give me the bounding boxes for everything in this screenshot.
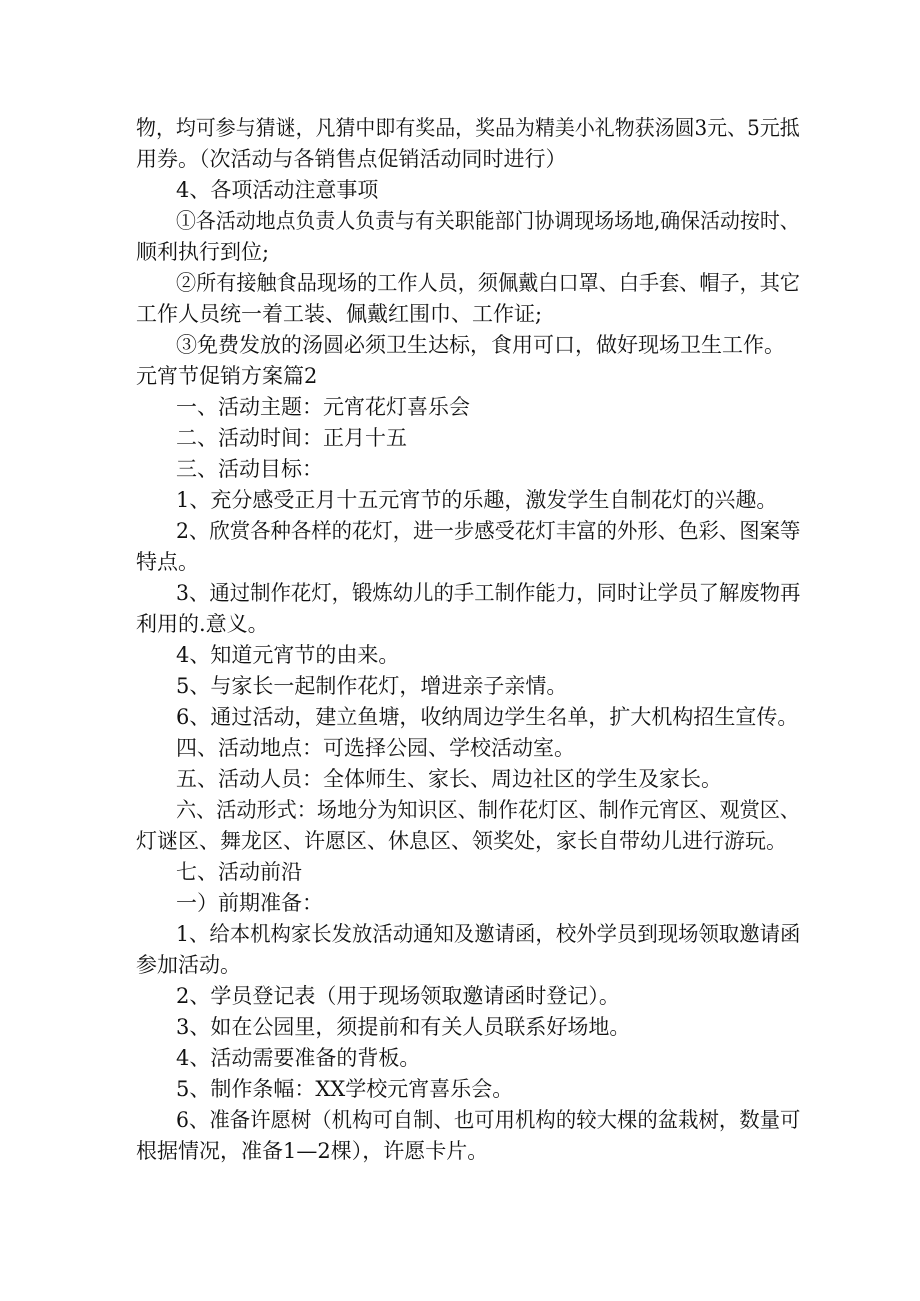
text-line: 5、制作条幅：XX学校元宵喜乐会。 xyxy=(176,1077,514,1101)
text-line: 根据情况，准备1—2棵），许愿卡片。 xyxy=(136,1139,489,1163)
section-title: 元宵节促销方案篇2 xyxy=(136,364,318,388)
text-line: 利用的.意义。 xyxy=(136,612,269,636)
text-line: ③免费发放的汤圆必须卫生达标，食用可口，做好现场卫生工作。 xyxy=(176,333,785,357)
text-line: ①各活动地点负责人负责与有关职能部门协调现场场地,确保活动按时、 xyxy=(176,209,800,233)
text-line: 用券。（次活动与各销售点促销活动同时进行） xyxy=(136,147,567,171)
section-heading: 4、各项活动注意事项 xyxy=(176,178,379,202)
text-line: 灯谜区、舞龙区、许愿区、休息区、领奖处，家长自带幼儿进行游玩。 xyxy=(136,829,787,853)
section-heading: 七、活动前沿 xyxy=(176,860,302,884)
text-line: 4、活动需要准备的背板。 xyxy=(176,1046,421,1070)
text-line: 物，均可参与猜谜，凡猜中即有奖品，奖品为精美小礼物获汤圆3元、5元抵 xyxy=(136,116,800,140)
text-line: 1、给本机构家长发放活动通知及邀请函，校外学员到现场领取邀请函 xyxy=(176,922,801,946)
section-heading: 一、活动主题：元宵花灯喜乐会 xyxy=(176,395,470,419)
section-heading: 六、活动形式：场地分为知识区、制作花灯区、制作元宵区、观赏区、 xyxy=(176,798,800,822)
text-line: 2、学员登记表（用于现场领取邀请函时登记）。 xyxy=(176,984,620,1008)
text-line: 6、通过活动，建立鱼塘，收纳周边学生名单，扩大机构招生宣传。 xyxy=(176,705,799,729)
text-line: 3、通过制作花灯，锻炼幼儿的手工制作能力，同时让学员了解废物再 xyxy=(176,581,801,605)
text-line: 6、准备许愿树（机构可自制、也可用机构的较大棵的盆栽树，数量可 xyxy=(176,1108,801,1132)
section-heading: 四、活动地点：可选择公园、学校活动室。 xyxy=(176,736,575,760)
section-heading: 五、活动人员：全体师生、家长、周边社区的学生及家长。 xyxy=(176,767,722,791)
text-line: ②所有接触食品现场的工作人员，须佩戴白口罩、白手套、帽子，其它 xyxy=(176,271,800,295)
text-line: 5、与家长一起制作花灯，增进亲子亲情。 xyxy=(176,674,568,698)
text-line: 1、充分感受正月十五元宵节的乐趣，激发学生自制花灯的兴趣。 xyxy=(176,488,778,512)
section-heading: 三、活动目标： xyxy=(176,457,323,481)
text-line: 4、知道元宵节的由来。 xyxy=(176,643,400,667)
text-line: 工作人员统一着工装、佩戴红围巾、工作证; xyxy=(136,302,543,326)
section-heading: 二、活动时间：正月十五 xyxy=(176,426,407,450)
text-line: 顺利执行到位; xyxy=(136,240,270,264)
text-line: 参加活动。 xyxy=(136,953,241,977)
text-line: 2、欣赏各种各样的花灯，进一步感受花灯丰富的外形、色彩、图案等 xyxy=(176,519,801,543)
text-line: 3、如在公园里，须提前和有关人员联系好场地。 xyxy=(176,1015,631,1039)
text-line: 特点。 xyxy=(136,550,199,574)
section-heading: 一）前期准备： xyxy=(176,891,323,915)
